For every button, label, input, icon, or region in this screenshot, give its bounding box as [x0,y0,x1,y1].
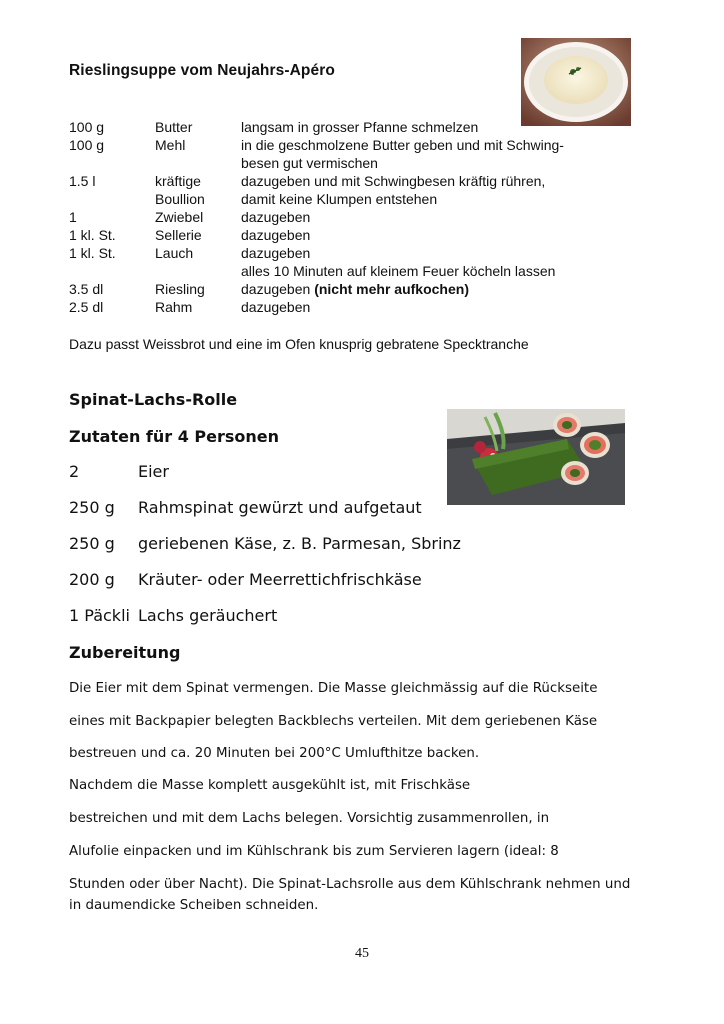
ingredient-row: 200 g Kräuter- oder Meerrettichfrischkäse [69,570,422,589]
bold-warning: (nicht mehr aufkochen) [314,281,469,297]
table-row: 100 g Mehl in die geschmolzene Butter geben und mit Schwing- [69,137,564,153]
table-row: 1 Zwiebel dazugeben [69,209,311,225]
table-row: 2.5 dl Rahm dazugeben [69,299,311,315]
table-row: 1 kl. St. Lauch dazugeben [69,245,311,261]
preparation-line: bestreuen und ca. 20 Minuten bei 200°C Umlufthitze backen. [69,746,480,761]
recipe1-title: Rieslingsuppe vom Neujahrs-Apéro [69,62,335,79]
table-row: besen gut vermischen [241,155,378,171]
page-number: 45 [355,946,369,961]
ingredients-heading: Zutaten für 4 Personen [69,427,280,446]
preparation-line: Alufolie einpacken und im Kühlschrank bis zum Servieren lagern (ideal: 8 [69,844,559,859]
table-row: 3.5 dl Riesling dazugeben (nicht mehr aufkochen) [69,281,469,297]
preparation-line: Stunden oder über Nacht). Die Spinat-Lachsrolle aus dem Kühlschrank nehmen und [69,877,631,892]
ingredient-row: 250 g Rahmspinat gewürzt und aufgetaut [69,498,422,517]
ingredient-row: 2 Eier [69,462,169,481]
preparation-line: bestreichen und mit dem Lachs belegen. Vorsichtig zusammenrollen, in [69,811,550,826]
preparation-heading: Zubereitung [69,643,181,662]
table-row: 1 kl. St. Sellerie dazugeben [69,227,311,243]
table-row: 100 g Butter langsam in grosser Pfanne schmelzen [69,119,479,135]
ingredient-row: 250 g geriebenen Käse, z. B. Parmesan, Sbrinz [69,534,461,553]
recipe1-serving-note: Dazu passt Weissbrot und eine im Ofen knusprig gebratene Specktranche [69,336,529,352]
ingredient-row: 1 Päckli Lachs geräuchert [69,606,278,625]
table-row: 1.5 l kräftige dazugeben und mit Schwingbesen kräftig rühren, [69,173,546,189]
recipe1-ingredients-table [69,118,629,316]
preparation-line: in daumendicke Scheiben schneiden. [69,898,319,913]
table-row: Boullion damit keine Klumpen entstehen [155,191,438,207]
salmon-roll-photo [447,409,625,505]
table-row: alles 10 Minuten auf kleinem Feuer köcheln lassen [241,263,556,279]
preparation-line: Nachdem die Masse komplett ausgekühlt ist, mit Frischkäse [69,778,471,793]
preparation-line: Die Eier mit dem Spinat vermengen. Die Masse gleichmässig auf die Rückseite [69,681,598,696]
recipe2-title: Spinat-Lachs-Rolle [69,390,238,409]
soup-photo [521,38,631,126]
preparation-line: eines mit Backpapier belegten Backblechs verteilen. Mit dem geriebenen Käse [69,714,598,729]
